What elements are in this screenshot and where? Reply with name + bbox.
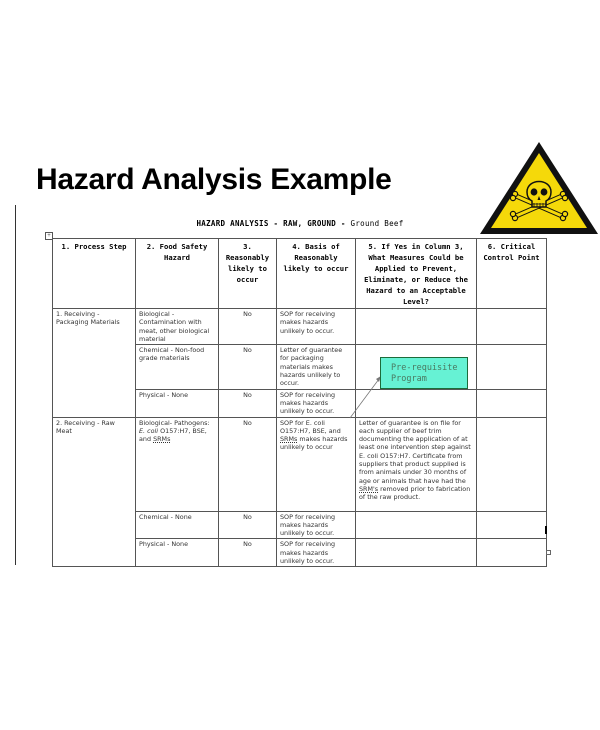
likely-cell: No	[219, 345, 277, 389]
header-reasonably-likely: 3. Reasonably likely to occur	[219, 239, 277, 309]
document-heading-product: Ground Beef	[350, 219, 404, 228]
measures-cell	[356, 511, 477, 539]
table-move-handle-icon[interactable]: +	[45, 232, 53, 240]
ccp-cell	[477, 539, 547, 567]
hazard-analysis-table	[52, 238, 547, 567]
basis-text: SOP for E. coli O157:H7, BSE, and	[280, 418, 341, 435]
ccp-cell	[477, 309, 547, 345]
page-margin-rule	[15, 205, 16, 565]
process-step-cell: 2. Receiving - Raw Meat	[53, 417, 136, 567]
hazard-text: Biological- Pathogens:	[139, 418, 210, 427]
basis-cell: SOP for receiving makes hazards unlikely to occur.	[277, 389, 356, 417]
header-food-safety-hazard: 2. Food Safety Hazard	[136, 239, 219, 309]
hazard-text: O157:H7, BSE, and	[139, 426, 207, 444]
likely-cell: No	[219, 309, 277, 345]
header-measures: 5. If Yes in Column 3, What Measures Could be Applied to Prevent, Eliminate, or Reduce the Hazard to an Acceptable Level?	[356, 239, 477, 309]
table-row	[53, 309, 547, 345]
header-critical-control-point: 6. Critical Control Point	[477, 239, 547, 309]
basis-cell: Letter of guarantee for packaging materials makes hazards unlikely to occur.	[277, 345, 356, 389]
header-process-step: 1. Process Step	[53, 239, 136, 309]
ccp-cell	[477, 389, 547, 417]
measures-text: removed prior to fabrication of the raw product.	[359, 484, 471, 502]
document-heading-main: HAZARD ANALYSIS - RAW, GROUND -	[196, 219, 351, 228]
header-basis: 4. Basis of Reasonably likely to occur	[277, 239, 356, 309]
process-step-cell: 1. Receiving - Packaging Materials	[53, 309, 136, 418]
hazard-cell: Chemical - None	[136, 511, 219, 539]
table-row	[53, 417, 547, 511]
measures-cell	[356, 539, 477, 567]
basis-cell	[277, 417, 356, 511]
measures-cell	[356, 389, 477, 417]
prerequisite-program-callout	[380, 357, 468, 389]
callout-line-2: Program	[391, 374, 427, 384]
basis-text: makes hazards unlikely to occur	[280, 435, 348, 452]
hazard-cell: Chemical - Non-food grade materials	[136, 345, 219, 389]
pathogen-name: E. coli	[139, 426, 159, 435]
slide-title: Hazard Analysis Example	[36, 163, 392, 196]
likely-cell: No	[219, 417, 277, 511]
hazard-cell: Biological - Contamination with meat, other biological material	[136, 309, 219, 345]
srm-abbrev: SRMs	[153, 435, 171, 444]
measures-cell	[356, 309, 477, 345]
ccp-cell	[477, 345, 547, 389]
hazard-cell	[136, 417, 219, 511]
callout-line-1: Pre-requisite	[391, 363, 458, 373]
table-resize-handle[interactable]	[546, 550, 551, 555]
measures-text: Letter of guarantee is on file for each supplier of beef trim documenting the application of at least one intervention step against E. coli O157:H7. Certificate from suppliers that product supplied is from animals under 30 months of age or animals that have had the	[359, 418, 471, 485]
likely-cell: No	[219, 539, 277, 567]
measures-cell	[356, 417, 477, 511]
basis-cell: SOP for receiving makes hazards unlikely to occur.	[277, 539, 356, 567]
likely-cell: No	[219, 389, 277, 417]
hazard-cell: Physical - None	[136, 539, 219, 567]
basis-cell: SOP for receiving makes hazards unlikely to occur.	[277, 309, 356, 345]
srm-abbrev: SRM's	[359, 484, 379, 493]
hazard-cell: Physical - None	[136, 389, 219, 417]
basis-cell: SOP for receiving makes hazards unlikely to occur.	[277, 511, 356, 539]
ccp-cell	[477, 511, 547, 539]
likely-cell: No	[219, 511, 277, 539]
table-header-row	[53, 239, 547, 309]
row-end-marker	[545, 526, 547, 534]
document-heading	[0, 219, 600, 228]
ccp-cell	[477, 417, 547, 511]
srm-abbrev: SRMs	[280, 435, 298, 444]
